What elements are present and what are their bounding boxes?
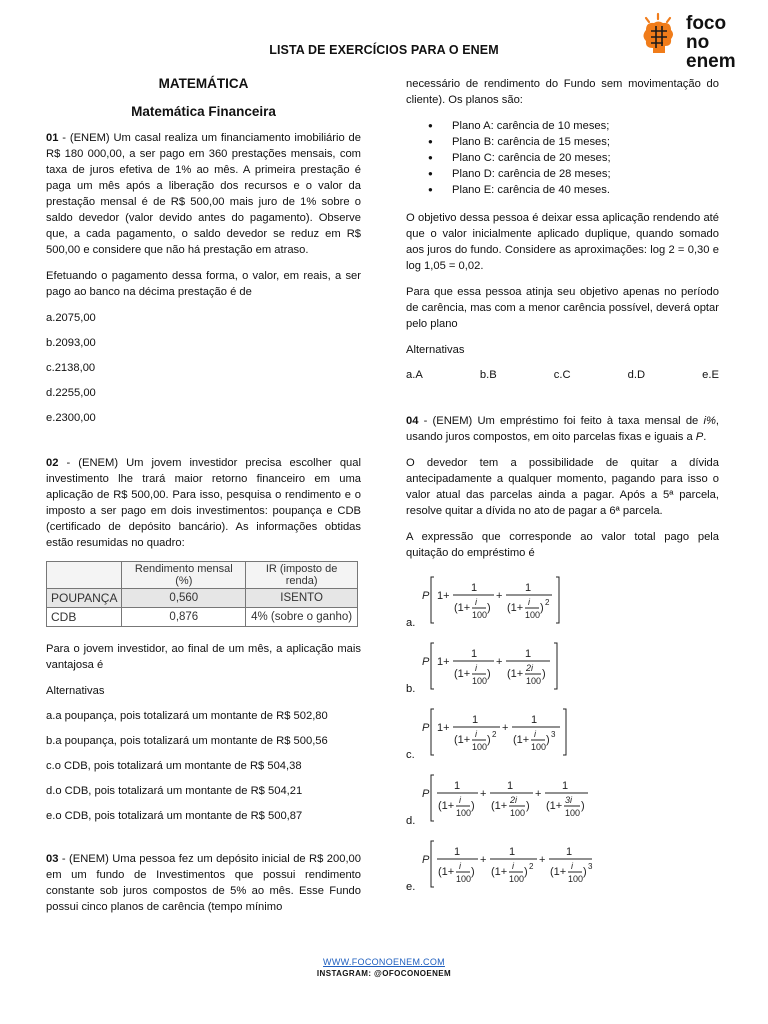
svg-text:): ) — [471, 866, 475, 878]
svg-text:(1+: (1+ — [550, 866, 567, 878]
left-column — [46, 76, 361, 925]
option-label: e. — [406, 881, 416, 893]
question-3-text-continued: necessário de rendimento do Fundo sem movimentação do cliente). Os planos são: — [406, 78, 719, 106]
svg-text:(1+: (1+ — [454, 602, 471, 614]
svg-text:1: 1 — [472, 714, 479, 726]
question-1-option-c[interactable]: c.2138,00 — [46, 362, 96, 374]
table-header-yield: Rendimento mensal (%) — [122, 562, 246, 589]
question-4-prompt: A expressão que corresponde ao valor total pago pela quitação do empréstimo é — [406, 531, 719, 559]
question-4-number: 04 — [406, 415, 419, 427]
question-2-alternatives-label: Alternativas — [46, 685, 105, 697]
formula-d-image — [420, 771, 590, 827]
svg-text:100: 100 — [456, 874, 472, 884]
table-cell: 4% (sobre o ganho) — [246, 608, 358, 627]
table-cell: POUPANÇA — [47, 589, 122, 608]
question-4-statement-b: , usando juros compostos, em oito parcelas fixas e iguais a — [406, 415, 719, 443]
list-item: ● Plano D: carência de 28 meses; — [406, 166, 719, 182]
list-item: ● Plano B: carência de 15 meses; — [406, 134, 719, 150]
svg-text:): ) — [487, 734, 491, 746]
svg-text:): ) — [487, 602, 491, 614]
svg-text:): ) — [542, 668, 546, 680]
svg-text:1: 1 — [509, 846, 516, 858]
svg-text:100: 100 — [472, 610, 488, 620]
svg-text:i: i — [475, 729, 477, 739]
svg-text:100: 100 — [565, 808, 581, 818]
svg-text:): ) — [540, 602, 544, 614]
option-label: c. — [406, 749, 415, 761]
svg-text:P: P — [422, 590, 430, 602]
document-title: LISTA DE EXERCÍCIOS PARA O ENEM — [269, 43, 499, 57]
formula-a-image — [420, 573, 580, 629]
question-3-option-b[interactable]: b.B — [479, 369, 497, 381]
svg-text:P: P — [422, 722, 430, 734]
svg-text:(1+: (1+ — [507, 602, 524, 614]
option-label: d. — [406, 815, 416, 827]
svg-text:+: + — [496, 656, 503, 668]
svg-text:P: P — [422, 788, 430, 800]
table-header-tax: IR (imposto de renda) — [246, 562, 358, 589]
svg-text:i: i — [512, 861, 514, 871]
footer-instagram: INSTAGRAM: @OFOCONOENEM — [316, 969, 452, 978]
footer-website-link[interactable]: WWW.FOCONOENEM.COM — [323, 957, 445, 967]
brain-icon — [636, 12, 682, 58]
svg-text:100: 100 — [509, 874, 525, 884]
question-3-objective: O objetivo dessa pessoa é deixar essa aplicação rendendo até que o valor inicialmente aplicado duplique, quando somado aos juros do fundo. Considere as aproximações: log 2 = 0,30 e log 1,05 = 0,02. — [406, 212, 719, 272]
question-4-statement-c: . — [703, 431, 707, 443]
svg-text:1: 1 — [507, 780, 514, 792]
svg-text:): ) — [487, 668, 491, 680]
question-1-statement: - (ENEM) Um casal realiza um financiamento imobiliário de R$ 180 000,00, a ser pago em 360 prestações mensais, com taxa de juros efetiva de 1% ao mês. A primeira prestação é paga um mês após a liberação dos recursos e o valor da prestação mensal é de R$ 500,00 mais juro de 1% sobre o saldo devedor (valor devido antes do pagamento). Observe que, a cada pagamento, o saldo devedor se reduz em R$ 500,00 e considere que não há prestação em atraso. — [46, 132, 361, 256]
svg-text:+: + — [496, 590, 503, 602]
question-4-option-d[interactable] — [406, 771, 719, 833]
question-4-option-e[interactable] — [406, 837, 719, 899]
formula-e-image — [420, 837, 595, 893]
svg-text:1: 1 — [562, 780, 569, 792]
question-1-option-b[interactable]: b.2093,00 — [46, 337, 96, 349]
question-3-number: 03 — [46, 853, 59, 865]
question-1-number: 01 — [46, 132, 59, 144]
question-4-text-2: O devedor tem a possibilidade de quitar a dívida antecipadamente a qualquer momento, pagando para isso o valor atual das parcelas ainda a pagar. Após a 5ª parcela, resolve quitar a dívida no ato de pagar a 6ª parcela. — [406, 457, 719, 517]
table-cell: 0,560 — [122, 589, 246, 608]
foco-no-enem-logo — [636, 12, 754, 72]
table-cell: 0,876 — [122, 608, 246, 627]
svg-text:+: + — [502, 722, 509, 734]
question-3-option-d[interactable]: d.D — [627, 369, 646, 381]
svg-text:i: i — [475, 663, 477, 673]
table-row — [47, 608, 358, 627]
svg-text:2: 2 — [492, 730, 497, 739]
svg-text:i: i — [571, 861, 573, 871]
question-3-text — [46, 851, 361, 915]
right-column — [406, 76, 719, 899]
svg-text:100: 100 — [472, 676, 488, 686]
question-3-prompt: Para que essa pessoa atinja seu objetivo apenas no período de carência, mas com a menor carência possível, deverá optar pelo plano — [406, 286, 719, 330]
list-item: ● Plano C: carência de 20 meses; — [406, 150, 719, 166]
table-header-empty — [47, 562, 122, 589]
topic-heading: Matemática Financeira — [131, 104, 276, 119]
list-item: ● Plano E: carência de 40 meses. — [406, 182, 719, 198]
question-3-option-e[interactable]: e.E — [702, 369, 719, 381]
svg-text:i: i — [534, 729, 536, 739]
svg-text:): ) — [524, 866, 528, 878]
formula-c-image — [420, 705, 580, 761]
logo-text-line1: foco — [686, 13, 727, 34]
question-2-text — [46, 455, 361, 551]
svg-text:(1+: (1+ — [546, 800, 563, 812]
svg-text:+: + — [480, 788, 487, 800]
svg-text:): ) — [581, 800, 585, 812]
table-row — [47, 589, 358, 608]
table-cell: ISENTO — [246, 589, 358, 608]
question-2-statement: - (ENEM) Um jovem investidor precisa escolher qual investimento lhe trará maior retorno financeiro em uma aplicação de R$ 500,00. Para isso, pesquisa o rendimento e o imposto a ser pago em dois investimentos: poupança e CDB (certificado de depósito bancário). As informações obtidas estão resumidas no quadro: — [46, 457, 361, 549]
svg-text:): ) — [546, 734, 550, 746]
question-4-option-c[interactable] — [406, 705, 719, 767]
question-4-text — [406, 413, 719, 445]
svg-text:100: 100 — [526, 676, 542, 686]
question-4-option-a[interactable] — [406, 573, 719, 635]
formula-b-image — [420, 639, 580, 695]
svg-text:1: 1 — [525, 582, 532, 594]
svg-text:100: 100 — [531, 742, 547, 752]
svg-text:+: + — [535, 788, 542, 800]
svg-text:1: 1 — [471, 648, 478, 660]
svg-text:(1+: (1+ — [513, 734, 530, 746]
svg-text:1: 1 — [454, 780, 461, 792]
svg-text:100: 100 — [472, 742, 488, 752]
question-1-option-d[interactable]: d.2255,00 — [46, 387, 96, 399]
logo-text-line2: no enem — [686, 32, 736, 72]
svg-text:2i: 2i — [510, 795, 518, 805]
svg-text:(1+: (1+ — [438, 800, 455, 812]
svg-text:P: P — [422, 854, 430, 866]
svg-text:(1+: (1+ — [438, 866, 455, 878]
option-label: a. — [406, 617, 416, 629]
svg-text:i: i — [459, 795, 461, 805]
svg-text:(1+: (1+ — [454, 668, 471, 680]
svg-text:3: 3 — [588, 862, 593, 871]
question-2-prompt: Para o jovem investidor, ao final de um mês, a aplicação mais vantajosa é — [46, 643, 361, 671]
svg-text:1: 1 — [566, 846, 573, 858]
subject-heading: MATEMÁTICA — [158, 76, 249, 91]
svg-text:): ) — [526, 800, 530, 812]
question-3-options — [406, 367, 719, 383]
question-2-option-a[interactable]: a.a poupança, pois totalizará um montante de R$ 502,80 — [46, 710, 328, 722]
svg-text:1: 1 — [454, 846, 461, 858]
svg-text:(1+: (1+ — [491, 800, 508, 812]
option-label: b. — [406, 683, 416, 695]
svg-text:1+: 1+ — [437, 656, 450, 668]
svg-text:i: i — [475, 597, 477, 607]
question-4-option-b[interactable] — [406, 639, 719, 701]
svg-text:2: 2 — [529, 862, 534, 871]
svg-text:100: 100 — [456, 808, 472, 818]
svg-text:): ) — [583, 866, 587, 878]
rate-symbol: i% — [703, 415, 716, 427]
svg-text:(1+: (1+ — [507, 668, 524, 680]
table-cell: CDB — [47, 608, 122, 627]
investment-table — [46, 561, 358, 627]
svg-text:100: 100 — [525, 610, 541, 620]
svg-text:1+: 1+ — [437, 722, 450, 734]
question-1-prompt: Efetuando o pagamento dessa forma, o valor, em reais, a ser pago ao banco na décima prestação é de — [46, 270, 361, 298]
question-3-option-c[interactable]: c.C — [553, 369, 571, 381]
svg-text:(1+: (1+ — [454, 734, 471, 746]
question-2-number: 02 — [46, 457, 59, 469]
question-1-text — [46, 130, 361, 258]
question-3-statement: - (ENEM) Uma pessoa fez um depósito inicial de R$ 200,00 em um fundo de Investimentos que possui rendimento constante sob juros compostos de 5% ao mês. Esse Fundo possui cinco planos de carência (tempo mínimo — [46, 853, 361, 913]
svg-text:1: 1 — [525, 648, 532, 660]
svg-text:): ) — [471, 800, 475, 812]
plan-list — [406, 118, 719, 198]
question-2-option-b[interactable]: b.a poupança, pois totalizará um montante de R$ 500,56 — [46, 735, 328, 747]
question-1-option-e[interactable]: e.2300,00 — [46, 412, 96, 424]
svg-text:3i: 3i — [565, 795, 573, 805]
svg-text:1: 1 — [531, 714, 538, 726]
question-2-option-c[interactable]: c.o CDB, pois totalizará um montante de R$ 504,38 — [46, 760, 302, 772]
svg-text:+: + — [539, 854, 546, 866]
svg-text:2i: 2i — [526, 663, 534, 673]
svg-text:1: 1 — [471, 582, 478, 594]
svg-text:100: 100 — [568, 874, 584, 884]
svg-text:i: i — [459, 861, 461, 871]
question-4-statement-a: - (ENEM) Um empréstimo foi feito à taxa mensal de — [418, 415, 704, 427]
svg-text:2: 2 — [545, 598, 550, 607]
question-2-option-d[interactable]: d.o CDB, pois totalizará um montante de R$ 504,21 — [46, 785, 303, 797]
svg-text:100: 100 — [510, 808, 526, 818]
question-3-alternatives-label: Alternativas — [406, 344, 465, 356]
list-item: ● Plano A: carência de 10 meses; — [406, 118, 719, 134]
svg-text:3: 3 — [551, 730, 556, 739]
svg-text:i: i — [528, 597, 530, 607]
svg-text:1+: 1+ — [437, 590, 450, 602]
svg-text:P: P — [422, 656, 430, 668]
question-2-option-e[interactable]: e.o CDB, pois totalizará um montante de R$ 500,87 — [46, 810, 303, 822]
payment-symbol: P — [695, 431, 704, 443]
svg-text:(1+: (1+ — [491, 866, 508, 878]
svg-text:+: + — [480, 854, 487, 866]
question-1-option-a[interactable]: a.2075,00 — [46, 312, 96, 324]
question-3-option-a[interactable]: a.A — [406, 369, 423, 381]
